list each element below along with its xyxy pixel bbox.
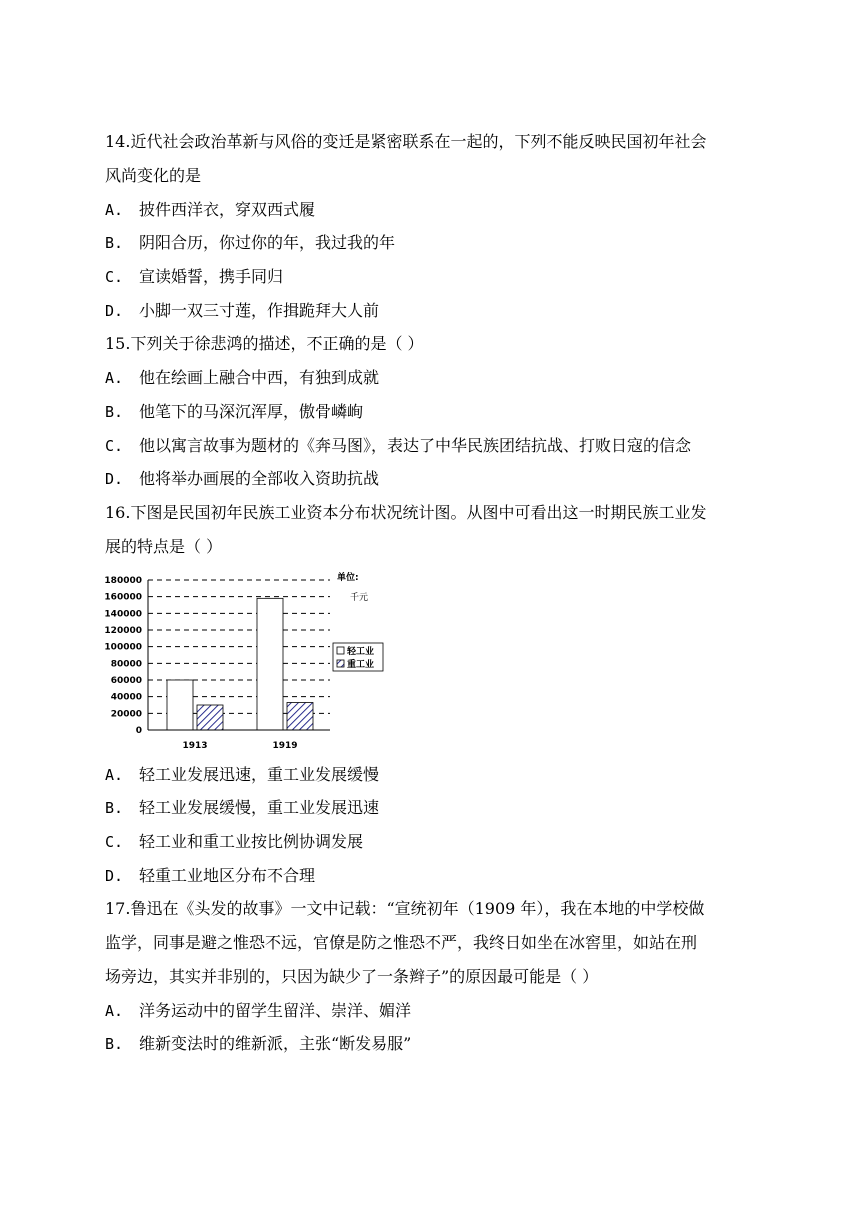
option-text: 轻工业发展迅速，重工业发展缓慢 [139,765,380,784]
bar-heavy-industry [287,703,313,731]
q17-option-a [105,1001,411,1021]
option-letter: C. [105,833,124,851]
option-letter: D. [105,302,124,320]
q15-option-d [105,469,379,489]
option-letter: C. [105,268,124,286]
q16-stem-line1: 16.下图是民国初年民族工业资本分布状况统计图。从图中可看出这一时期民族工业发 [105,503,707,522]
option-text: 披件西洋衣，穿双西式履 [139,200,316,219]
option-text: 他笔下的马深沉浑厚，傲骨嶙峋 [139,402,364,421]
bar-heavy-industry [197,705,223,730]
capital-distribution-chart [100,568,400,750]
unit-label-line2: 千元 [350,593,369,603]
y-tick-label: 0 [135,726,142,736]
q15-option-b [105,402,363,422]
legend-swatch-heavy [337,660,344,667]
option-letter: B. [105,799,124,817]
q17-option-b [105,1034,411,1054]
option-text: 轻工业发展缓慢，重工业发展迅速 [139,798,380,817]
y-axis-ticks [104,576,142,736]
y-tick-label: 20000 [110,709,142,720]
unit-label-line1: 单位: [337,573,359,583]
y-tick-label: 180000 [104,576,142,586]
option-text: 小脚一双三寸莲，作揖跪拜大人前 [139,301,380,320]
legend-label-light: 轻工业 [347,647,375,657]
option-text: 洋务运动中的留学生留洋、崇洋、媚洋 [139,1001,412,1020]
option-letter: D. [105,470,124,488]
q15-stem-line1: 15.下列关于徐悲鸿的描述，不正确的是（ ） [105,334,424,353]
option-letter: C. [105,437,124,455]
option-letter: B. [105,403,124,421]
q17-stem-line1: 17.鲁迅在《头发的故事》一文中记载：“宣统初年（1909 年），我在本地的中学校做 [105,899,705,918]
y-tick-label: 60000 [110,676,142,686]
q15-option-a [105,368,379,388]
y-tick-label: 40000 [110,692,142,703]
option-letter: B. [105,1035,124,1053]
y-tick-label: 80000 [110,659,142,670]
y-tick-label: 120000 [104,626,142,636]
bar-light-industry [167,680,193,730]
q14-option-b [105,233,395,253]
q14-stem-line2: 风尚变化的是 [105,166,202,185]
bars [167,598,313,730]
option-letter: A. [105,369,124,387]
q17-stem-line3: 场旁边，其实并非别的，只因为缺少了一条辫子”的原因最可能是（ ） [105,967,599,986]
bar-light-industry [257,598,283,730]
q16-option-b [105,798,379,818]
y-tick-label: 100000 [104,642,142,653]
q16-option-c [105,832,363,852]
q15-option-c [105,436,691,456]
q14-stem-line1: 14.近代社会政治革新与风俗的变迁是紧密联系在一起的，下列不能反映民国初年社会 [105,132,707,151]
option-letter: D. [105,867,124,885]
x-tick-label: 1913 [182,741,208,750]
y-tick-label: 140000 [104,609,142,620]
option-letter: B. [105,234,124,252]
q14-option-a [105,200,315,220]
q16-stem-line2: 展的特点是（ ） [105,537,223,556]
option-text: 他将举办画展的全部收入资助抗战 [139,469,380,488]
option-text: 宣读婚誓，携手同归 [139,267,284,286]
legend [333,643,383,671]
option-text: 他以寓言故事为题材的《奔马图》，表达了中华民族团结抗战、打败日寇的信念 [139,436,692,455]
q17-stem-line2: 监学，同事是避之惟恐不远，官僚是防之惟恐不严，我终日如坐在冰窖里，如站在刑 [105,933,698,952]
option-text: 轻工业和重工业按比例协调发展 [139,832,364,851]
q16-option-a [105,765,379,785]
x-tick-label: 1919 [272,741,298,750]
legend-swatch-light [337,647,344,654]
q14-option-c [105,267,283,287]
option-letter: A. [105,201,124,219]
legend-label-heavy: 重工业 [347,660,375,670]
option-text: 阴阳合历，你过你的年，我过我的年 [139,233,396,252]
option-text: 他在绘画上融合中西，有独到成就 [139,368,380,387]
q14-option-d [105,301,379,321]
q16-option-d [105,866,315,886]
y-tick-label: 160000 [104,592,142,603]
option-text: 轻重工业地区分布不合理 [139,866,316,885]
option-text: 维新变法时的维新派，主张“断发易服” [139,1034,412,1053]
option-letter: A. [105,766,124,784]
option-letter: A. [105,1002,124,1020]
